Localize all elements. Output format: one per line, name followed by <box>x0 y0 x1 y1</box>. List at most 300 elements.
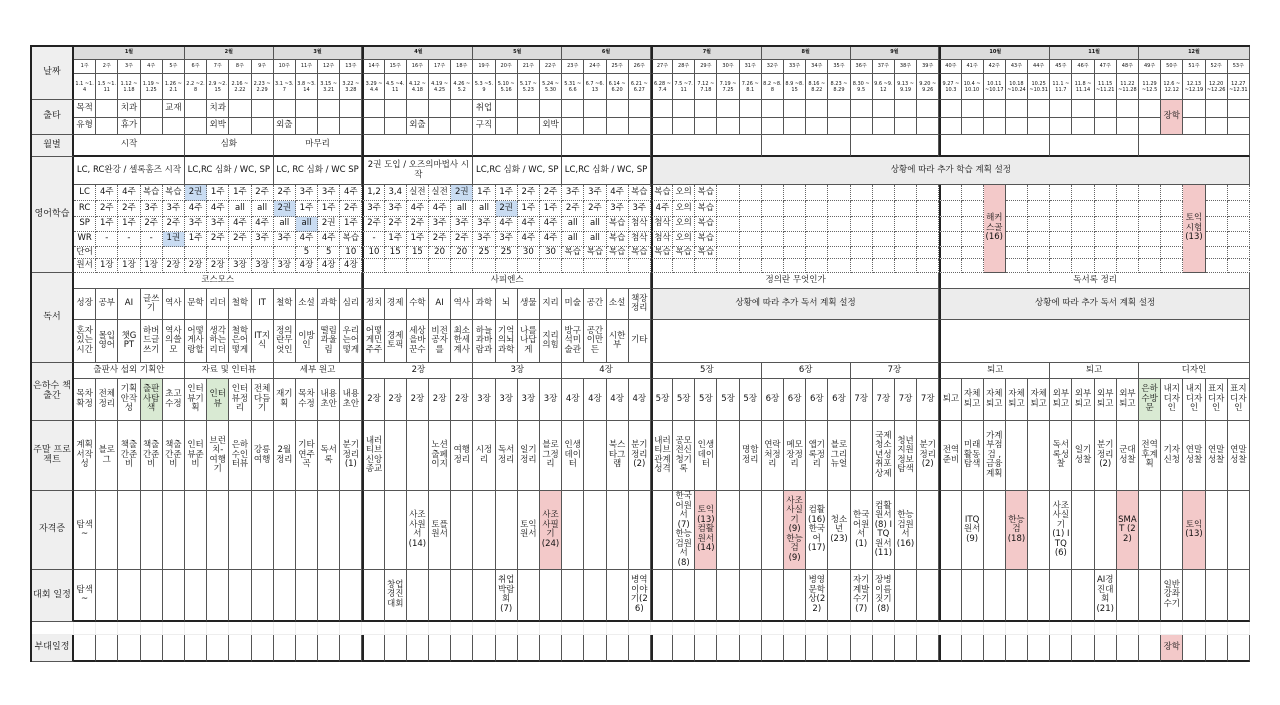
certificate-cell[interactable]: 사조사실기 (9) 한능검 (9) <box>784 491 806 570</box>
english-rc-cell[interactable]: 복습 <box>695 201 717 217</box>
monthly-phase[interactable] <box>562 135 651 157</box>
week-date-range[interactable]: 7.12 ~7.18 <box>695 74 717 100</box>
english-lc-cell[interactable]: 2주 <box>252 185 274 201</box>
english-word-cell[interactable]: 30 <box>540 247 562 259</box>
english-rc-cell[interactable]: all <box>252 201 274 217</box>
week-header[interactable]: 15주 <box>385 60 407 74</box>
contest-cell[interactable] <box>1028 570 1050 622</box>
outing-type-cell[interactable] <box>584 118 606 135</box>
week-header[interactable]: 34주 <box>806 60 828 74</box>
week-header[interactable]: 1주 <box>74 60 96 74</box>
reading-subject[interactable]: AI <box>118 289 140 320</box>
english-rc-cell[interactable] <box>806 201 828 217</box>
extra-schedule-cell[interactable] <box>540 635 562 662</box>
week-date-range[interactable]: 10.11 ~10.17 <box>984 74 1006 100</box>
weekend-project[interactable]: 독서록 <box>318 421 340 491</box>
outing-purpose-cell[interactable] <box>806 100 828 118</box>
week-date-range[interactable]: 4.26 ~5.2 <box>451 74 473 100</box>
week-date-range[interactable]: 4.12 ~4.18 <box>407 74 429 100</box>
reading-subject[interactable]: 역사 <box>163 289 185 320</box>
english-wr-cell[interactable]: - <box>118 232 140 247</box>
galaxy-task[interactable]: 7장 <box>873 379 895 421</box>
english-sp-cell[interactable] <box>1028 217 1050 232</box>
english-lc-cell[interactable]: 4주 <box>118 185 140 201</box>
certificate-cell[interactable] <box>185 491 207 570</box>
english-rc-cell[interactable]: 4주 <box>407 201 429 217</box>
contest-cell[interactable] <box>1117 570 1139 622</box>
outing-type-cell[interactable] <box>229 118 251 135</box>
english-novel-cell[interactable] <box>1206 259 1228 273</box>
certificate-cell[interactable]: 사조사실기 (1) ITQ (6) <box>1050 491 1072 570</box>
contest-cell[interactable] <box>362 570 384 622</box>
monthly-phase[interactable] <box>362 135 473 157</box>
week-date-range[interactable]: 9.27 ~10.3 <box>939 74 961 100</box>
month-header[interactable]: 10월 <box>939 47 1050 60</box>
english-word-cell[interactable]: 복습 <box>629 247 651 259</box>
reading-book-title[interactable]: 어떻게민주주 <box>362 320 384 363</box>
outing-purpose-cell[interactable] <box>895 100 917 118</box>
english-wr-cell[interactable]: 3주 <box>274 232 296 247</box>
contest-cell[interactable] <box>141 570 163 622</box>
weekend-project[interactable]: 내러티브신앙종교 <box>362 421 384 491</box>
english-sp-cell[interactable] <box>1228 217 1250 232</box>
english-rc-cell[interactable] <box>873 201 895 217</box>
english-wr-cell[interactable] <box>1117 232 1139 247</box>
galaxy-task[interactable]: 3장 <box>473 379 495 421</box>
outing-type-cell[interactable] <box>385 118 407 135</box>
weekend-project[interactable]: 2월정리 <box>274 421 296 491</box>
certificate-cell[interactable] <box>939 491 961 570</box>
week-header[interactable]: 18주 <box>451 60 473 74</box>
contest-cell[interactable] <box>185 570 207 622</box>
week-date-range[interactable]: 12.20 ~12.26 <box>1206 74 1228 100</box>
contest-cell[interactable] <box>984 570 1006 622</box>
english-rc-cell[interactable] <box>740 201 762 217</box>
english-sp-cell[interactable]: 3주 <box>451 217 473 232</box>
outing-purpose-cell[interactable] <box>1095 100 1117 118</box>
english-novel-cell[interactable] <box>939 259 961 273</box>
english-novel-cell[interactable]: 1장 <box>141 259 163 273</box>
galaxy-phase-header[interactable]: 퇴고 <box>1050 363 1139 379</box>
contest-cell[interactable] <box>1139 570 1161 622</box>
week-date-range[interactable]: 6.14 ~6.20 <box>607 74 629 100</box>
outing-type-cell[interactable] <box>828 118 850 135</box>
outing-purpose-cell[interactable] <box>1006 100 1028 118</box>
reading-subject[interactable]: 과학 <box>318 289 340 320</box>
reading-subject[interactable]: AI <box>429 289 451 320</box>
week-header[interactable]: 48주 <box>1117 60 1139 74</box>
reading-book-title[interactable]: 세상을바꾼수 <box>407 320 429 363</box>
contest-cell[interactable] <box>1206 570 1228 622</box>
english-novel-cell[interactable] <box>1117 259 1139 273</box>
english-novel-cell[interactable] <box>895 259 917 273</box>
galaxy-task[interactable]: 내지디자인 <box>1161 379 1183 421</box>
english-word-cell[interactable]: 25 <box>473 247 495 259</box>
english-word-cell[interactable]: 20 <box>451 247 473 259</box>
outing-type-cell[interactable] <box>784 118 806 135</box>
reading-book-title[interactable]: 정의란무엇인 <box>274 320 296 363</box>
galaxy-phase-header[interactable]: 6장 <box>762 363 851 379</box>
weekend-project[interactable]: 시정리 <box>473 421 495 491</box>
outing-purpose-cell[interactable] <box>607 100 629 118</box>
galaxy-phase-header[interactable]: 퇴고 <box>939 363 1050 379</box>
english-novel-cell[interactable] <box>806 259 828 273</box>
week-header[interactable]: 44주 <box>1028 60 1050 74</box>
week-header[interactable]: 49주 <box>1139 60 1161 74</box>
weekend-project[interactable] <box>1006 421 1028 491</box>
english-wr-cell[interactable] <box>1139 232 1161 247</box>
english-rc-cell[interactable] <box>895 201 917 217</box>
english-rc-cell[interactable]: 2주 <box>584 201 606 217</box>
english-sp-cell[interactable] <box>828 217 850 232</box>
english-novel-cell[interactable]: 3장 <box>274 259 296 273</box>
english-rc-cell[interactable] <box>851 201 873 217</box>
english-novel-cell[interactable] <box>385 259 407 273</box>
english-phase-header[interactable]: LC,RC 심화 / WC, SP <box>473 157 562 185</box>
outing-purpose-cell[interactable] <box>274 100 296 118</box>
contest-cell[interactable] <box>118 570 140 622</box>
certificate-cell[interactable] <box>717 491 739 570</box>
outing-purpose-cell[interactable] <box>984 100 1006 118</box>
english-lc-cell[interactable]: 실전 <box>407 185 429 201</box>
english-rc-cell[interactable]: 오의 <box>673 201 695 217</box>
english-sp-cell[interactable]: 1주 <box>118 217 140 232</box>
english-sp-cell[interactable] <box>1206 217 1228 232</box>
english-sp-cell[interactable]: SP <box>74 217 96 232</box>
english-word-cell[interactable] <box>96 247 118 259</box>
outing-purpose-cell[interactable] <box>873 100 895 118</box>
contest-cell[interactable] <box>296 570 318 622</box>
english-novel-cell[interactable] <box>584 259 606 273</box>
outing-purpose-cell[interactable]: 취업 <box>473 100 495 118</box>
certificate-cell[interactable]: 탐색 ~ <box>74 491 96 570</box>
week-header[interactable]: 53주 <box>1228 60 1250 74</box>
certificate-cell[interactable]: SMAT (22) <box>1117 491 1139 570</box>
outing-type-cell[interactable] <box>673 118 695 135</box>
certificate-cell[interactable] <box>1095 491 1117 570</box>
outing-purpose-cell[interactable] <box>584 100 606 118</box>
reading-subject[interactable]: IT <box>252 289 274 320</box>
weekend-project[interactable] <box>851 421 873 491</box>
english-word-cell[interactable] <box>1072 247 1094 259</box>
galaxy-task[interactable]: 4장 <box>629 379 651 421</box>
outing-type-cell[interactable] <box>496 118 518 135</box>
certificate-cell[interactable]: 한국어원서 (7) 한능검원서 (8) <box>673 491 695 570</box>
english-wr-cell[interactable] <box>717 232 739 247</box>
english-novel-cell[interactable] <box>873 259 895 273</box>
outing-type-cell[interactable] <box>141 118 163 135</box>
english-wr-cell[interactable] <box>895 232 917 247</box>
galaxy-task[interactable]: 목차수정 <box>296 379 318 421</box>
galaxy-task[interactable]: 7장 <box>917 379 939 421</box>
outing-type-cell[interactable] <box>695 118 717 135</box>
contest-cell[interactable] <box>673 570 695 622</box>
english-rc-cell[interactable]: 3주 <box>385 201 407 217</box>
certificate-cell[interactable]: 토플원서 <box>429 491 451 570</box>
weekend-project[interactable]: 브런치-여행기 <box>207 421 229 491</box>
extra-schedule-cell[interactable] <box>141 635 163 662</box>
outing-purpose-cell[interactable] <box>296 100 318 118</box>
reading-subject[interactable]: 글쓰기 <box>141 289 163 320</box>
week-header[interactable]: 4주 <box>141 60 163 74</box>
english-word-cell[interactable] <box>1117 247 1139 259</box>
weekend-project[interactable]: 앱기록정리 <box>806 421 828 491</box>
english-word-cell[interactable] <box>207 247 229 259</box>
monthly-phase[interactable] <box>762 135 851 157</box>
english-word-cell[interactable] <box>939 247 961 259</box>
certificate-cell[interactable]: 사조사필기 (24) <box>540 491 562 570</box>
extra-schedule-cell[interactable] <box>318 635 340 662</box>
english-novel-cell[interactable] <box>429 259 451 273</box>
contest-cell[interactable] <box>274 570 296 622</box>
english-sp-cell[interactable] <box>917 217 939 232</box>
extra-schedule-cell[interactable] <box>806 635 828 662</box>
monthly-phase[interactable] <box>939 135 1050 157</box>
weekend-project[interactable]: 분기정리 (2) <box>629 421 651 491</box>
outing-type-cell[interactable] <box>1050 118 1072 135</box>
weekend-project[interactable]: 국제청소년성취포상제 <box>873 421 895 491</box>
week-date-range[interactable]: 11.22 ~11.28 <box>1117 74 1139 100</box>
english-sp-cell[interactable]: 첨삭 <box>629 217 651 232</box>
outing-type-cell[interactable]: 외박 <box>540 118 562 135</box>
certificate-cell[interactable]: 한국어원서 (1) <box>851 491 873 570</box>
english-wr-cell[interactable]: - <box>96 232 118 247</box>
week-header[interactable]: 33주 <box>784 60 806 74</box>
english-novel-cell[interactable] <box>562 259 584 273</box>
certificate-cell[interactable]: 사조사원서 (14) <box>407 491 429 570</box>
reading-subject[interactable]: 공간 <box>584 289 606 320</box>
english-rc-cell[interactable] <box>1028 201 1050 217</box>
english-sp-cell[interactable]: 2권 <box>318 217 340 232</box>
week-header[interactable]: 38주 <box>895 60 917 74</box>
weekend-project[interactable]: 블로그정리 <box>540 421 562 491</box>
english-sp-cell[interactable]: 4주 <box>540 217 562 232</box>
english-rc-cell[interactable]: 4주 <box>429 201 451 217</box>
english-word-cell[interactable] <box>141 247 163 259</box>
english-rc-cell[interactable]: 2권 <box>274 201 296 217</box>
english-sp-cell[interactable]: 3주 <box>429 217 451 232</box>
week-header[interactable]: 29주 <box>695 60 717 74</box>
english-lc-cell[interactable] <box>717 185 739 201</box>
week-header[interactable]: 20주 <box>496 60 518 74</box>
english-wr-cell[interactable]: 복습 <box>607 232 629 247</box>
english-wr-cell[interactable]: 첨삭 <box>629 232 651 247</box>
week-header[interactable]: 6주 <box>185 60 207 74</box>
english-word-cell[interactable] <box>740 247 762 259</box>
month-header[interactable]: 12월 <box>1139 47 1250 60</box>
extra-schedule-cell[interactable] <box>207 635 229 662</box>
english-word-cell[interactable]: 15 <box>385 247 407 259</box>
english-novel-cell[interactable] <box>1028 259 1050 273</box>
certificate-cell[interactable] <box>229 491 251 570</box>
english-lc-cell[interactable]: 1주 <box>473 185 495 201</box>
outing-purpose-cell[interactable] <box>362 100 384 118</box>
month-header[interactable]: 11월 <box>1050 47 1139 60</box>
galaxy-task[interactable]: 퇴고 <box>939 379 961 421</box>
outing-type-cell[interactable]: 휴가 <box>118 118 140 135</box>
english-wr-cell[interactable] <box>1228 232 1250 247</box>
outing-purpose-cell[interactable]: 치과 <box>207 100 229 118</box>
extra-schedule-cell[interactable] <box>962 635 984 662</box>
week-header[interactable]: 42주 <box>984 60 1006 74</box>
english-lc-cell[interactable]: LC <box>74 185 96 201</box>
english-novel-cell[interactable]: 2장 <box>207 259 229 273</box>
extra-schedule-cell[interactable] <box>429 635 451 662</box>
reading-subject[interactable]: 역사 <box>451 289 473 320</box>
english-novel-cell[interactable] <box>762 259 784 273</box>
english-sp-cell[interactable]: all <box>274 217 296 232</box>
english-word-cell[interactable] <box>717 247 739 259</box>
english-sp-cell[interactable]: 3주 <box>185 217 207 232</box>
contest-cell[interactable] <box>229 570 251 622</box>
weekend-project[interactable]: 독서록성찰 <box>1050 421 1072 491</box>
english-sp-cell[interactable] <box>717 217 739 232</box>
outing-purpose-cell[interactable] <box>96 100 118 118</box>
english-sp-cell[interactable] <box>1050 217 1072 232</box>
weekend-project[interactable]: 전역준비 <box>939 421 961 491</box>
english-rc-cell[interactable]: 3주 <box>607 201 629 217</box>
weekend-project[interactable]: 청년지원정보탐색 <box>895 421 917 491</box>
monthly-phase[interactable]: 마무리 <box>274 135 363 157</box>
english-wr-cell[interactable]: 복습 <box>340 232 362 247</box>
extra-schedule-cell[interactable] <box>762 635 784 662</box>
week-date-range[interactable]: 5.17 ~5.23 <box>518 74 540 100</box>
certificate-cell[interactable] <box>984 491 1006 570</box>
weekend-project[interactable]: 군대성찰 <box>1117 421 1139 491</box>
reading-book-series[interactable]: 코스모스 <box>74 273 362 289</box>
reading-subject[interactable]: 상황에 따라 추가 독서 계획 설정 <box>939 289 1250 320</box>
english-rc-cell[interactable]: 1주 <box>318 201 340 217</box>
weekend-project[interactable] <box>407 421 429 491</box>
english-rc-cell[interactable]: 3주 <box>141 201 163 217</box>
week-header[interactable]: 25주 <box>607 60 629 74</box>
extra-schedule-cell[interactable] <box>74 635 96 662</box>
english-word-cell[interactable] <box>1139 247 1161 259</box>
outing-purpose-cell[interactable] <box>673 100 695 118</box>
english-sp-cell[interactable]: 복습 <box>695 217 717 232</box>
english-word-cell[interactable] <box>851 247 873 259</box>
certificate-cell[interactable] <box>562 491 584 570</box>
english-wr-cell[interactable]: 1권 <box>163 232 185 247</box>
galaxy-task[interactable]: 6장 <box>784 379 806 421</box>
extra-schedule-cell[interactable] <box>296 635 318 662</box>
english-wr-cell[interactable]: 2주 <box>229 232 251 247</box>
english-novel-cell[interactable]: 원서 <box>74 259 96 273</box>
galaxy-phase-header[interactable]: 4장 <box>562 363 651 379</box>
english-word-cell[interactable]: 단어 <box>74 247 96 259</box>
english-lc-cell[interactable]: 복습 <box>695 185 717 201</box>
outing-purpose-cell[interactable] <box>784 100 806 118</box>
certificate-cell[interactable] <box>118 491 140 570</box>
english-lc-cell[interactable]: 3,4 <box>385 185 407 201</box>
english-lc-cell[interactable]: 4주 <box>340 185 362 201</box>
outing-purpose-cell[interactable] <box>318 100 340 118</box>
extra-schedule-cell[interactable] <box>828 635 850 662</box>
english-rc-cell[interactable] <box>762 201 784 217</box>
contest-cell[interactable] <box>1072 570 1094 622</box>
english-rc-cell[interactable] <box>939 201 961 217</box>
week-header[interactable]: 22주 <box>540 60 562 74</box>
english-novel-cell[interactable]: 2장 <box>163 259 185 273</box>
reading-subject[interactable]: 공부 <box>96 289 118 320</box>
english-wr-cell[interactable] <box>1006 232 1028 247</box>
extra-schedule-cell[interactable] <box>1028 635 1050 662</box>
week-header[interactable]: 3주 <box>118 60 140 74</box>
outing-type-cell[interactable] <box>451 118 473 135</box>
weekend-project[interactable]: 인생데이터 <box>562 421 584 491</box>
extra-schedule-cell[interactable] <box>895 635 917 662</box>
galaxy-task[interactable]: 자체퇴고 <box>1028 379 1050 421</box>
english-wr-cell[interactable] <box>851 232 873 247</box>
outing-type-cell[interactable] <box>340 118 362 135</box>
reading-subject[interactable]: 심리 <box>340 289 362 320</box>
english-word-cell[interactable]: 복습 <box>562 247 584 259</box>
contest-cell[interactable] <box>252 570 274 622</box>
english-sp-cell[interactable] <box>873 217 895 232</box>
week-header[interactable]: 31주 <box>740 60 762 74</box>
galaxy-task[interactable]: 내용초안 <box>340 379 362 421</box>
week-header[interactable]: 8주 <box>229 60 251 74</box>
english-lc-cell[interactable] <box>1028 185 1050 201</box>
week-header[interactable]: 35주 <box>828 60 850 74</box>
english-lc-cell[interactable]: 2권 <box>451 185 473 201</box>
extra-schedule-cell[interactable] <box>629 635 651 662</box>
weekend-project[interactable]: 책출간준비 <box>163 421 185 491</box>
english-sp-cell[interactable] <box>762 217 784 232</box>
extra-schedule-cell[interactable] <box>651 635 673 662</box>
weekend-project[interactable]: 여행정리 <box>451 421 473 491</box>
contest-cell[interactable] <box>96 570 118 622</box>
english-novel-cell[interactable] <box>362 259 384 273</box>
reading-book-title[interactable]: 몰입영어 <box>96 320 118 363</box>
english-wr-cell[interactable]: 복습 <box>695 232 717 247</box>
month-header[interactable]: 4월 <box>362 47 473 60</box>
english-lc-cell[interactable]: 복습 <box>629 185 651 201</box>
english-sp-cell[interactable]: all <box>562 217 584 232</box>
extra-schedule-cell[interactable] <box>252 635 274 662</box>
english-word-cell[interactable] <box>1028 247 1050 259</box>
english-sp-cell[interactable] <box>740 217 762 232</box>
outing-purpose-cell[interactable] <box>1228 100 1250 118</box>
extra-schedule-cell[interactable] <box>562 635 584 662</box>
english-wr-cell[interactable]: 3주 <box>473 232 495 247</box>
week-header[interactable]: 46주 <box>1072 60 1094 74</box>
outing-purpose-cell[interactable] <box>252 100 274 118</box>
english-rc-cell[interactable]: 1주 <box>518 201 540 217</box>
english-rc-cell[interactable]: RC <box>74 201 96 217</box>
english-sp-cell[interactable]: 3주 <box>207 217 229 232</box>
english-sp-cell[interactable] <box>939 217 961 232</box>
week-date-range[interactable]: 6.7 ~6.13 <box>584 74 606 100</box>
english-wr-cell[interactable]: 3주 <box>252 232 274 247</box>
english-sp-cell[interactable] <box>1117 217 1139 232</box>
outing-type-cell[interactable]: 외출 <box>274 118 296 135</box>
english-lc-cell[interactable]: 1,2 <box>362 185 384 201</box>
english-wr-cell[interactable] <box>784 232 806 247</box>
outing-purpose-cell[interactable] <box>1183 100 1205 118</box>
weekend-project[interactable]: 공모전신청기록 <box>673 421 695 491</box>
weekend-project[interactable]: 블로그리뉴얼 <box>828 421 850 491</box>
galaxy-task[interactable]: 3장 <box>540 379 562 421</box>
month-header[interactable]: 1월 <box>74 47 185 60</box>
reading-book-title[interactable]: 이방인 <box>296 320 318 363</box>
reading-book-title[interactable]: 하버드글쓰기 <box>141 320 163 363</box>
week-header[interactable]: 17주 <box>429 60 451 74</box>
extra-schedule-cell[interactable] <box>1183 635 1205 662</box>
outing-purpose-cell[interactable] <box>1139 100 1161 118</box>
extra-schedule-cell[interactable] <box>163 635 185 662</box>
weekend-project[interactable]: 기자신청 <box>1161 421 1183 491</box>
